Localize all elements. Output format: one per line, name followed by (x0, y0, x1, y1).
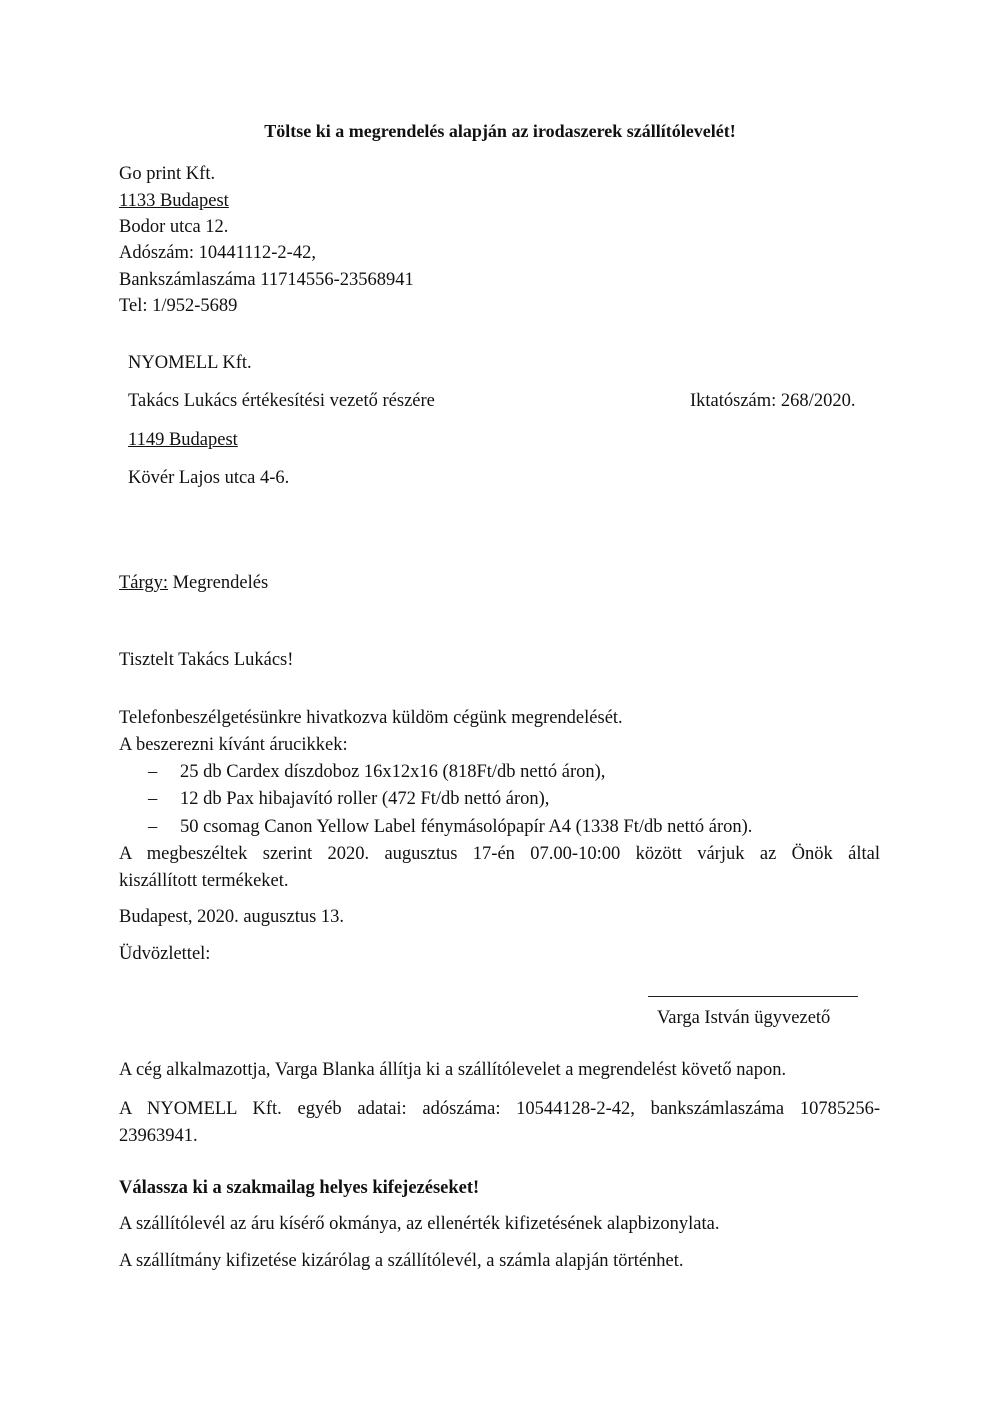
sender-street: Bodor utca 12. (119, 217, 229, 237)
recipient-city: 1149 Budapest (128, 430, 238, 450)
statement-2: A szállítmány kifizetése kizárólag a szállítólevél, a számla alapján történhet. (119, 1251, 684, 1271)
place-date: Budapest, 2020. augusztus 13. (119, 907, 345, 927)
list-item: 25 db Cardex díszdoboz 16x12x16 (818Ft/db nettó áron), (180, 762, 606, 782)
signature-line (648, 996, 858, 997)
task-question: Válassza ki a szakmailag helyes kifejezéseket! (119, 1178, 480, 1198)
task-employee-text: A cég alkalmazottja, Varga Blanka állítja ki a szállítólevelet a megrendelést követő napon. (119, 1060, 787, 1080)
greeting: Tisztelt Takács Lukács! (119, 650, 294, 670)
subject-label: Tárgy: (119, 573, 168, 593)
task-other-data-line-2: 23963941. (119, 1126, 198, 1146)
sender-tax-number: Adószám: 10441112-2-42, (119, 243, 316, 263)
recipient-street: Kövér Lajos utca 4-6. (128, 468, 290, 488)
reference-number: Iktatószám: 268/2020. (690, 391, 856, 411)
statement-1: A szállítólevél az áru kísérő okmánya, az ellenérték kifizetésének alapbizonylata. (119, 1214, 720, 1234)
recipient-company: NYOMELL Kft. (128, 353, 252, 373)
sender-bank-account: Bankszámlaszáma 11714556-23568941 (119, 270, 414, 290)
signature-name: Varga István ügyvezető (657, 1008, 831, 1028)
recipient-attention: Takács Lukács értékesítési vezető részére (128, 391, 435, 411)
delivery-text-line-2: kiszállított termékeket. (119, 871, 289, 891)
items-intro: A beszerezni kívánt árucikkek: (119, 735, 348, 755)
list-bullet: – (148, 789, 158, 809)
list-item: 12 db Pax hibajavító roller (472 Ft/db nettó áron), (180, 789, 550, 809)
closing: Üdvözlettel: (119, 944, 211, 964)
list-item: 50 csomag Canon Yellow Label fénymásolópapír A4 (1338 Ft/db nettó áron). (180, 817, 753, 837)
page-title: Töltse ki a megrendelés alapján az irodaszerek szállítólevelét! (264, 121, 736, 141)
list-bullet: – (148, 817, 158, 837)
body-intro: Telefonbeszélgetésünkre hivatkozva küldöm cégünk megrendelését. (119, 708, 623, 728)
list-bullet: – (148, 762, 158, 782)
task-other-data-line-1: A NYOMELL Kft. egyéb adatai: adószáma: 10544128-2-42, bankszámlaszáma 10785256- (119, 1099, 880, 1119)
subject-text: Megrendelés (167, 573, 269, 593)
sender-phone: Tel: 1/952-5689 (119, 296, 238, 316)
delivery-text-line-1: A megbeszéltek szerint 2020. augusztus 17-én 07.00-10:00 között várjuk az Önök által (119, 844, 880, 864)
subject-line (119, 570, 268, 597)
sender-company: Go print Kft. (119, 164, 216, 184)
sender-city: 1133 Budapest (119, 191, 229, 211)
